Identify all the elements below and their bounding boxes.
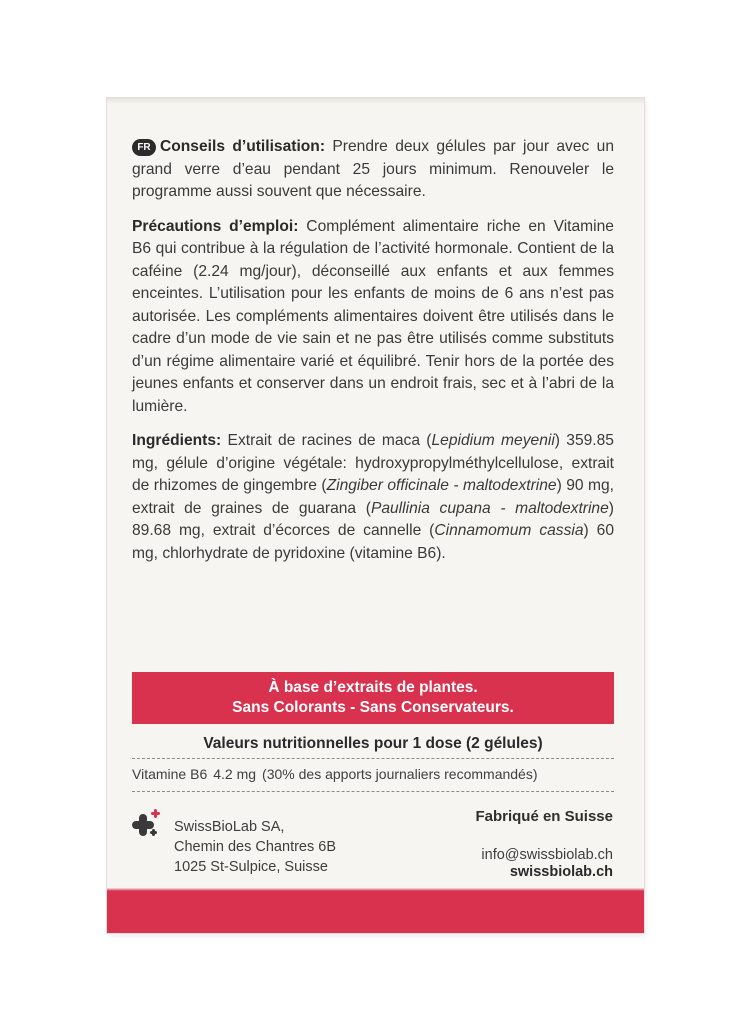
ingredient-latin-name: Zingiber officinale - maltodextrine xyxy=(326,477,557,494)
ingredient-latin-name: Lepidium meyenii xyxy=(431,432,555,449)
ingredients-text: ) 60 mg, chlorhydrate de pyridoxine (vitamine B6). xyxy=(132,522,615,562)
usage-heading: Conseils d’utilisation: xyxy=(160,138,326,155)
precautions-heading: Précautions d’emploi: xyxy=(132,217,299,235)
nutrient-amount: 4.2 mg xyxy=(213,766,257,782)
contact-email: info@swissbiolab.ch xyxy=(481,847,613,863)
ingredient-latin-name: Cinnamomum cassia xyxy=(434,522,584,539)
ingredients-text: ) 90 mg, extrait de graines de guarana ( xyxy=(132,477,614,517)
company-city: 1025 St-Sulpice, Suisse xyxy=(174,859,328,875)
usage-text: Prendre deux gélules par jour avec un grand verre d’eau pendant 25 jours minimum. Renouveler le programme aussi souvent que nécessaire. xyxy=(132,138,614,200)
plant-extract-banner xyxy=(132,672,614,724)
precautions-paragraph xyxy=(132,216,614,419)
ingredients-text: Extrait de racines de maca ( xyxy=(221,432,432,449)
box-bottom-color-band xyxy=(107,890,644,933)
banner-line-2: Sans Colorants - Sans Conservateurs. xyxy=(232,699,514,716)
usage-paragraph xyxy=(132,136,614,204)
box-top-edge xyxy=(107,98,644,104)
swissbiolab-logo-icon xyxy=(130,808,164,842)
ingredients-text: ) 359.85 mg, gélule d’origine végétale: hydroxypropylméthylcellulose, extrait de rhizomes de gingembre ( xyxy=(132,432,614,494)
banner-line-1: À base d’extraits de plantes. xyxy=(268,679,478,696)
nutrition-divider-bottom xyxy=(132,791,614,792)
nutrition-title: Valeurs nutritionnelles pour 1 dose (2 gélules) xyxy=(203,735,543,752)
ingredients-heading: Ingrédients: xyxy=(132,432,222,449)
made-in-label: Fabriqué en Suisse xyxy=(475,808,613,825)
contact-block xyxy=(475,808,613,880)
nutrition-row xyxy=(132,766,614,782)
website-url: swissbiolab.ch xyxy=(509,864,613,880)
ingredient-latin-name: Paullinia cupana - maltodextrine xyxy=(370,499,609,517)
ingredients-text: ) 89.68 mg, extrait d’écorces de cannelle ( xyxy=(132,499,614,539)
instructions-text-block xyxy=(132,136,614,577)
company-street: Chemin des Chantres 6B xyxy=(174,839,336,855)
precautions-text: Complément alimentaire riche en Vitamine B6 qui contribue à la régulation de l’activité hormonale. Contient de la caféine (2.24 mg/jour), déconseillé aux enfants et aux femmes enceintes. L’utilisation pour les enfants de moins de 6 ans n’est pas autorisée. Les compléments alimentaires doivent être utilisés dans le cadre d’un mode de vie sain et ne pas être utilisés comme substituts d’un régime alimentaire varié et équilibré. Tenir hors de la portée des jeunes enfants et conserver dans un endroit frais, sec et à l’abri de la lumière. xyxy=(132,217,614,415)
company-address xyxy=(174,817,336,877)
nutrition-divider-top xyxy=(132,758,614,759)
ingredients-paragraph xyxy=(132,430,614,565)
language-badge: FR xyxy=(132,139,156,156)
nutrient-note: (30% des apports journaliers recommandés) xyxy=(262,766,538,782)
nutrient-name: Vitamine B6 xyxy=(132,766,208,782)
company-name: SwissBioLab SA, xyxy=(174,819,285,835)
